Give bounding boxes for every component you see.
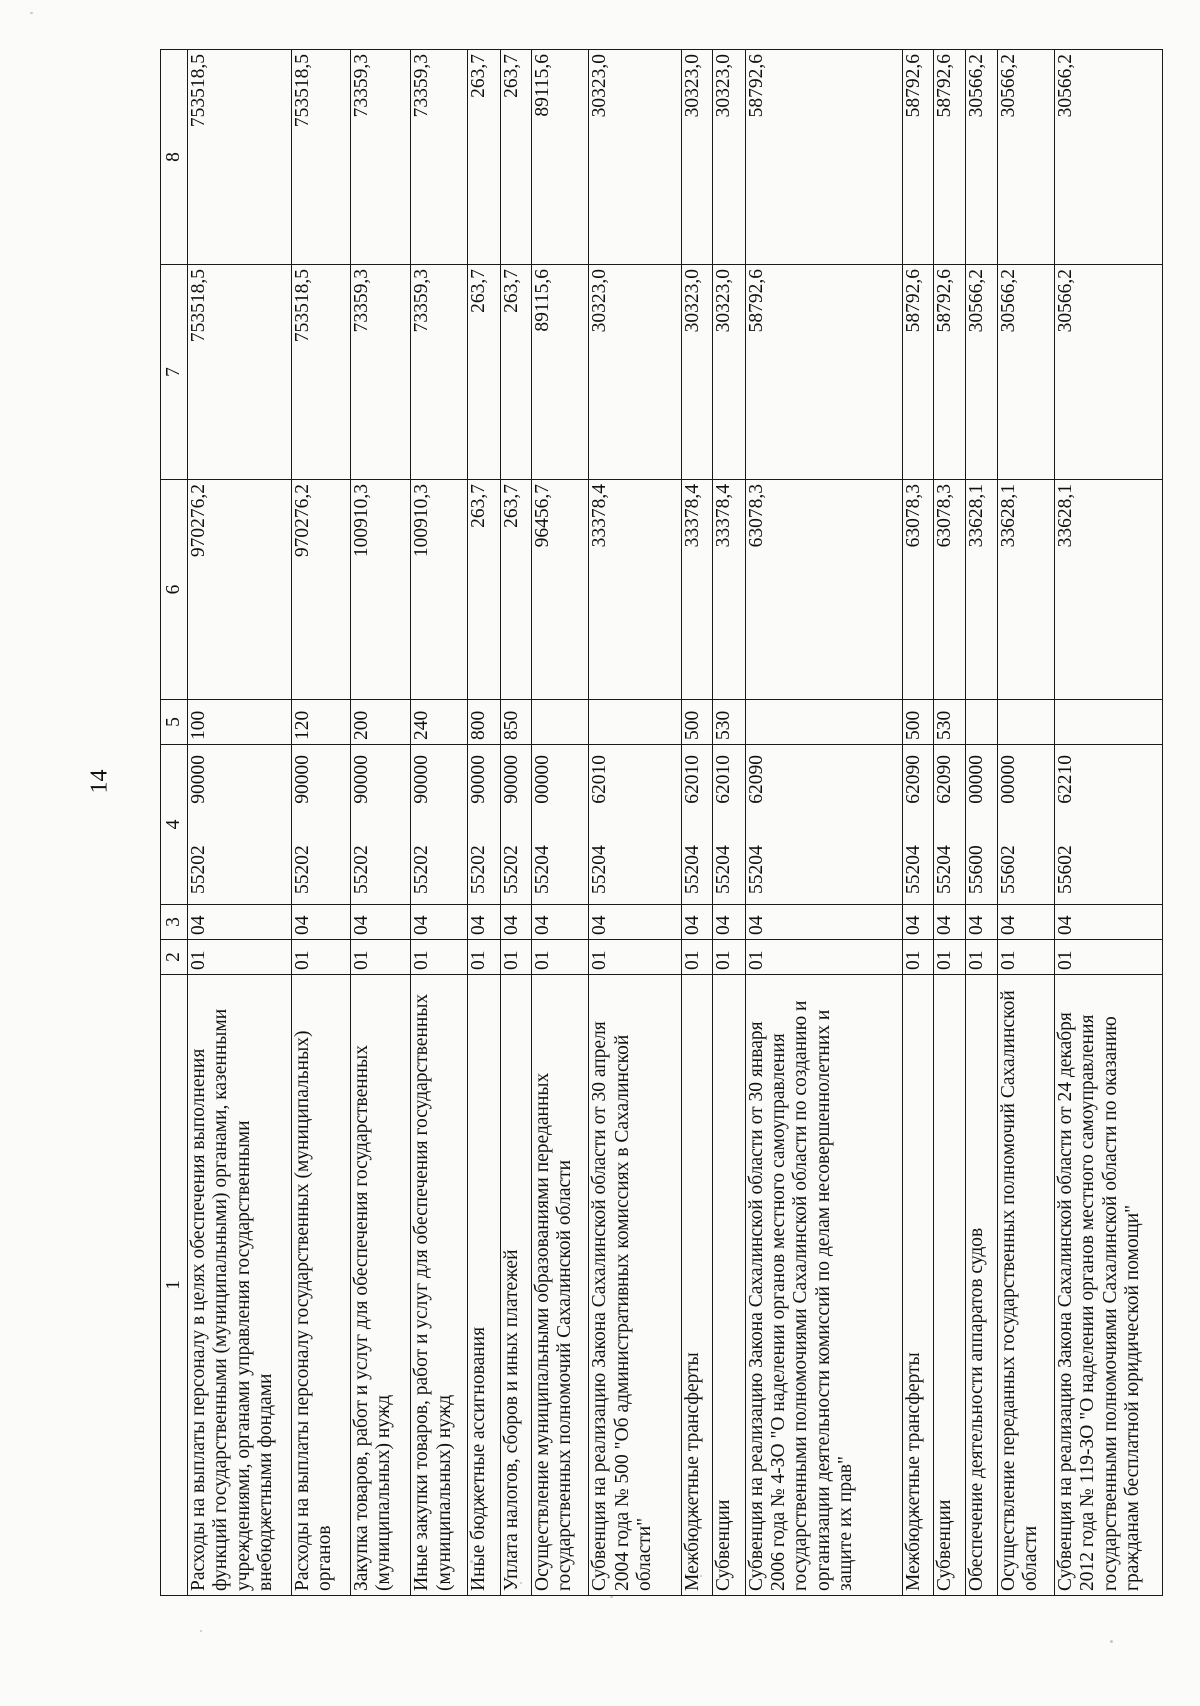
expense-type-code: 200 <box>350 700 410 745</box>
amount-column-8: 89115,6 <box>532 50 589 265</box>
target-article-direction: 62090 <box>902 755 924 804</box>
expense-type-code: 240 <box>411 700 468 745</box>
target-article-code <box>1055 745 1163 905</box>
target-article-program: 55202 <box>468 845 490 894</box>
section-code: 01 <box>589 940 682 975</box>
row-name: Осуществление переданных государственных полномочий Сахалинской области <box>997 975 1054 1596</box>
target-article-direction: 00000 <box>965 755 987 804</box>
section-code: 01 <box>965 940 997 975</box>
row-name: Субвенция на реализацию Закона Сахалинской области от 30 января 2006 года № 4-ЗО "О наделении органов местного самоуправления государственными полномочиями Сахалинской области по созданию и организации деятельности комиссий по делам несовершеннолетних и защите их прав" <box>745 975 902 1596</box>
expense-type-code: 800 <box>468 700 500 745</box>
expense-type-code: 500 <box>681 700 712 745</box>
target-article-direction: 00000 <box>997 755 1019 804</box>
amount-column-8: 30566,2 <box>965 50 997 265</box>
column-header: 1 <box>161 975 188 1596</box>
amount-column-8: 73359,3 <box>350 50 410 265</box>
target-article-code <box>713 745 745 905</box>
target-article-code <box>589 745 682 905</box>
section-code: 01 <box>1055 940 1163 975</box>
row-name: Субвенция на реализацию Закона Сахалинской области от 24 декабря 2012 года № 119-ЗО "О наделении органов местного самоуправления государственными полномочиями Сахалинской области по оказанию гражданам бесплатной юридической помощи" <box>1055 975 1163 1596</box>
amount-column-8: 58792,6 <box>745 50 902 265</box>
section-code: 01 <box>681 940 712 975</box>
target-article-direction: 62090 <box>745 755 767 804</box>
row-name: Субвенции <box>934 975 965 1596</box>
target-article-code <box>500 745 531 905</box>
target-article-direction: 90000 <box>350 755 372 804</box>
subsection-code: 04 <box>468 905 500 940</box>
row-name: Обеспечение деятельности аппаратов судов <box>965 975 997 1596</box>
row-name: Субвенции <box>713 975 745 1596</box>
column-header: 3 <box>161 905 188 940</box>
amount-column-6: 263,7 <box>468 480 500 700</box>
amount-column-6: 63078,3 <box>902 480 933 700</box>
amount-column-7: 58792,6 <box>902 265 933 480</box>
table-row <box>411 50 468 1596</box>
table-row <box>589 50 682 1596</box>
subsection-code: 04 <box>532 905 589 940</box>
amount-column-8: 753518,5 <box>188 50 292 265</box>
target-article-program: 55202 <box>411 845 433 894</box>
scan-speck <box>700 1575 702 1577</box>
target-article-code <box>468 745 500 905</box>
amount-column-7: 73359,3 <box>411 265 468 480</box>
subsection-code: 04 <box>681 905 712 940</box>
amount-column-8: 58792,6 <box>902 50 933 265</box>
target-article-direction: 62010 <box>713 755 735 804</box>
target-article-code <box>532 745 589 905</box>
row-name: Межбюджетные трансферты <box>681 975 712 1596</box>
rotated-table-wrapper <box>160 50 1163 1596</box>
amount-column-8: 58792,6 <box>934 50 965 265</box>
section-code: 01 <box>468 940 500 975</box>
amount-column-6: 263,7 <box>500 480 531 700</box>
amount-column-8: 263,7 <box>500 50 531 265</box>
amount-column-8: 30323,0 <box>681 50 712 265</box>
target-article-program: 55204 <box>902 845 924 894</box>
amount-column-6: 33628,1 <box>997 480 1054 700</box>
amount-column-8: 30323,0 <box>713 50 745 265</box>
budget-table <box>160 49 1163 1596</box>
target-article-program: 55602 <box>997 845 1019 894</box>
amount-column-8: 30566,2 <box>997 50 1054 265</box>
expense-type-code <box>532 700 589 745</box>
expense-type-code: 500 <box>902 700 933 745</box>
target-article-direction: 62090 <box>934 755 956 804</box>
target-article-direction: 90000 <box>188 755 209 804</box>
page-number: 14 <box>86 769 113 794</box>
section-code: 01 <box>291 940 350 975</box>
amount-column-6: 33378,4 <box>589 480 682 700</box>
row-name: Иные закупки товаров, работ и услуг для обеспечения государственных (муниципальных) нужд <box>411 975 468 1596</box>
amount-column-8: 263,7 <box>468 50 500 265</box>
amount-column-8: 753518,5 <box>291 50 350 265</box>
target-article-code <box>965 745 997 905</box>
target-article-direction: 90000 <box>468 755 490 804</box>
table-row <box>681 50 712 1596</box>
row-name: Осуществление муниципальными образованиями переданных государственных полномочий Сахалинской области <box>532 975 589 1596</box>
column-header: 4 <box>161 745 188 905</box>
target-article-program: 55204 <box>934 845 956 894</box>
target-article-program: 55204 <box>589 845 611 894</box>
amount-column-6: 33628,1 <box>965 480 997 700</box>
amount-column-8: 30566,2 <box>1055 50 1163 265</box>
target-article-direction: 90000 <box>500 755 522 804</box>
target-article-program: 55204 <box>745 845 767 894</box>
amount-column-6: 33378,4 <box>681 480 712 700</box>
expense-type-code <box>589 700 682 745</box>
table-row <box>965 50 997 1596</box>
subsection-code: 04 <box>411 905 468 940</box>
amount-column-7: 30566,2 <box>1055 265 1163 480</box>
column-header: 8 <box>161 50 188 265</box>
table-row <box>934 50 965 1596</box>
amount-column-7: 263,7 <box>500 265 531 480</box>
expense-type-code <box>1055 700 1163 745</box>
target-article-code <box>350 745 410 905</box>
row-name: Межбюджетные трансферты <box>902 975 933 1596</box>
scan-speck <box>610 1596 613 1598</box>
scan-speck <box>30 12 33 14</box>
row-name: Иные бюджетные ассигнования <box>468 975 500 1596</box>
target-article-program: 55204 <box>532 845 553 894</box>
subsection-code: 04 <box>500 905 531 940</box>
row-name: Уплата налогов, сборов и иных платежей <box>500 975 531 1596</box>
target-article-code <box>902 745 933 905</box>
amount-column-7: 89115,6 <box>532 265 589 480</box>
subsection-code: 04 <box>965 905 997 940</box>
amount-column-6: 970276,2 <box>291 480 350 700</box>
section-code: 01 <box>350 940 410 975</box>
table-row <box>350 50 410 1596</box>
subsection-code: 04 <box>350 905 410 940</box>
table-row <box>745 50 902 1596</box>
subsection-code: 04 <box>997 905 1054 940</box>
target-article-direction: 62010 <box>589 755 611 804</box>
target-article-program: 55202 <box>350 845 372 894</box>
target-article-code <box>934 745 965 905</box>
subsection-code: 04 <box>589 905 682 940</box>
table-row <box>1055 50 1163 1596</box>
column-header: 6 <box>161 480 188 700</box>
table-row <box>902 50 933 1596</box>
target-article-code <box>291 745 350 905</box>
expense-type-code: 850 <box>500 700 531 745</box>
target-article-code <box>188 745 292 905</box>
expense-type-code <box>965 700 997 745</box>
scan-speck <box>520 1582 522 1584</box>
table-header-row <box>161 50 188 1596</box>
amount-column-7: 30566,2 <box>997 265 1054 480</box>
amount-column-6: 33628,1 <box>1055 480 1163 700</box>
table-row <box>997 50 1054 1596</box>
column-header: 5 <box>161 700 188 745</box>
amount-column-6: 100910,3 <box>411 480 468 700</box>
amount-column-8: 30323,0 <box>589 50 682 265</box>
amount-column-6: 63078,3 <box>745 480 902 700</box>
expense-type-code: 120 <box>291 700 350 745</box>
target-article-direction: 62010 <box>681 755 703 804</box>
subsection-code: 04 <box>902 905 933 940</box>
subsection-code: 04 <box>188 905 292 940</box>
subsection-code: 04 <box>713 905 745 940</box>
amount-column-7: 753518,5 <box>291 265 350 480</box>
row-name: Субвенция на реализацию Закона Сахалинской области от 30 апреля 2004 года № 500 "Об административных комиссиях в Сахалинской области" <box>589 975 682 1596</box>
target-article-program: 55202 <box>188 845 209 894</box>
table-row <box>188 50 292 1596</box>
target-article-program: 55204 <box>713 845 735 894</box>
amount-column-7: 30323,0 <box>681 265 712 480</box>
scan-speck <box>200 1630 202 1632</box>
table-row <box>468 50 500 1596</box>
amount-column-7: 753518,5 <box>188 265 292 480</box>
subsection-code: 04 <box>1055 905 1163 940</box>
scan-speck <box>1110 1640 1113 1643</box>
expense-type-code: 530 <box>713 700 745 745</box>
target-article-code <box>997 745 1054 905</box>
amount-column-7: 58792,6 <box>934 265 965 480</box>
expense-type-code: 530 <box>934 700 965 745</box>
section-code: 01 <box>997 940 1054 975</box>
row-name: Расходы на выплаты персоналу в целях обеспечения выполнения функций государственными (муниципальными) органами, казенными учреждениями, органами управления государственными внебюджетными фондами <box>188 975 292 1596</box>
amount-column-7: 263,7 <box>468 265 500 480</box>
table-row <box>713 50 745 1596</box>
amount-column-6: 970276,2 <box>188 480 292 700</box>
row-name: Закупка товаров, работ и услуг для обеспечения государственных (муниципальных) нужд <box>350 975 410 1596</box>
target-article-direction: 90000 <box>291 755 313 804</box>
amount-column-6: 33378,4 <box>713 480 745 700</box>
section-code: 01 <box>411 940 468 975</box>
section-code: 01 <box>745 940 902 975</box>
target-article-code <box>411 745 468 905</box>
column-header: 2 <box>161 940 188 975</box>
table-row <box>291 50 350 1596</box>
expense-type-code <box>745 700 902 745</box>
subsection-code: 04 <box>934 905 965 940</box>
amount-column-7: 30323,0 <box>713 265 745 480</box>
amount-column-8: 73359,3 <box>411 50 468 265</box>
table-row <box>500 50 531 1596</box>
section-code: 01 <box>532 940 589 975</box>
amount-column-7: 30323,0 <box>589 265 682 480</box>
target-article-program: 55202 <box>291 845 313 894</box>
subsection-code: 04 <box>745 905 902 940</box>
target-article-direction: 62210 <box>1055 755 1076 804</box>
subsection-code: 04 <box>291 905 350 940</box>
target-article-program: 55202 <box>500 845 522 894</box>
column-header: 7 <box>161 265 188 480</box>
row-name: Расходы на выплаты персоналу государственных (муниципальных) органов <box>291 975 350 1596</box>
target-article-program: 55600 <box>965 845 987 894</box>
amount-column-7: 58792,6 <box>745 265 902 480</box>
expense-type-code <box>997 700 1054 745</box>
table-row <box>532 50 589 1596</box>
section-code: 01 <box>188 940 292 975</box>
amount-column-7: 73359,3 <box>350 265 410 480</box>
section-code: 01 <box>500 940 531 975</box>
amount-column-6: 100910,3 <box>350 480 410 700</box>
section-code: 01 <box>902 940 933 975</box>
amount-column-6: 63078,3 <box>934 480 965 700</box>
section-code: 01 <box>713 940 745 975</box>
target-article-program: 55602 <box>1055 845 1076 894</box>
expense-type-code: 100 <box>188 700 292 745</box>
scan-speck <box>470 1560 473 1563</box>
target-article-direction: 90000 <box>411 755 433 804</box>
target-article-direction: 00000 <box>532 755 553 804</box>
target-article-code <box>681 745 712 905</box>
target-article-program: 55204 <box>681 845 703 894</box>
target-article-code <box>745 745 902 905</box>
section-code: 01 <box>934 940 965 975</box>
amount-column-7: 30566,2 <box>965 265 997 480</box>
amount-column-6: 96456,7 <box>532 480 589 700</box>
